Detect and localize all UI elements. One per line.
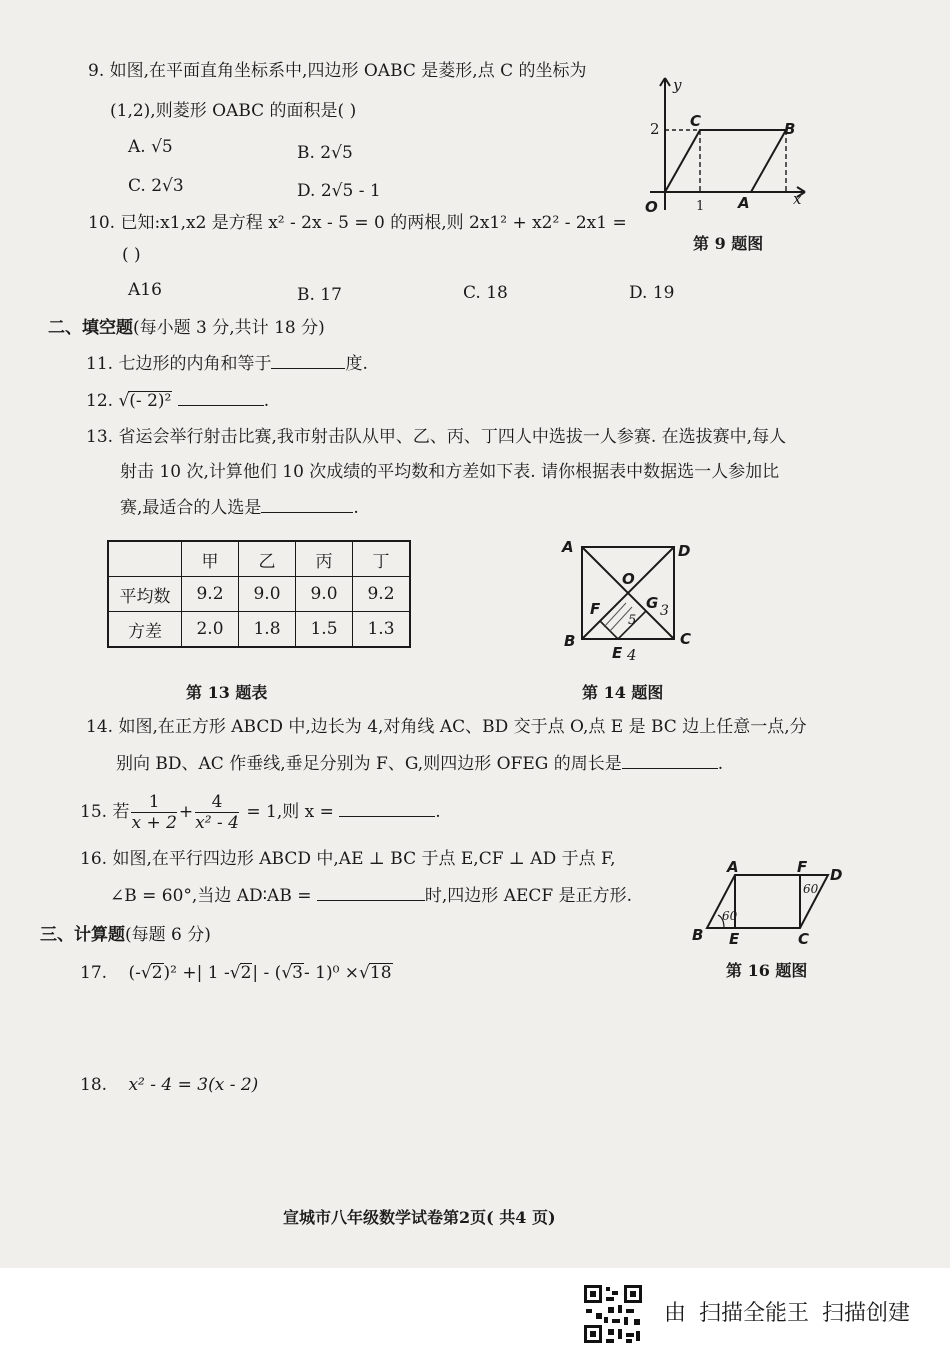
- section3-note: (每题 6 分): [125, 925, 211, 945]
- section2-heading: [48, 317, 325, 339]
- q13-score-table: [107, 540, 411, 648]
- q14-label-e: E: [612, 644, 623, 662]
- q14-line1: [86, 716, 807, 738]
- q11: [86, 352, 368, 375]
- q16-caption: 第 16 题图: [726, 961, 808, 980]
- q18-number: 18.: [80, 1075, 108, 1095]
- q18: [80, 1074, 258, 1096]
- q14-label-c: C: [680, 630, 692, 648]
- q9-label-o: O: [645, 198, 658, 216]
- section3-heading: [40, 924, 211, 946]
- q14-label-b: B: [564, 632, 576, 650]
- table-cell: 1.3: [353, 612, 411, 648]
- q9-label-c: C: [690, 112, 702, 130]
- q9-label-b: B: [784, 120, 796, 138]
- q13-text-1: 省运会举行射击比赛,我市射击队从甲、乙、丙、丁四人中选拔一人参赛. 在选拔赛中,每人: [118, 427, 787, 447]
- q12-number: 12.: [86, 391, 114, 411]
- q10-line1: [88, 212, 627, 234]
- q16-handwriting-60-left: 60: [722, 909, 738, 923]
- q12-answer-blank[interactable]: [178, 389, 264, 406]
- q11-text-after: 度.: [345, 354, 368, 374]
- q16-label-b: B: [692, 926, 704, 944]
- q9-option-a: A. √5: [128, 137, 173, 157]
- q14-label-d: D: [678, 542, 691, 560]
- scanner-watermark: [0, 1268, 950, 1345]
- q13-table-caption: 第 13 题表: [186, 683, 268, 702]
- q9-line1: [88, 60, 587, 82]
- q15-fraction-1: $\frac{1}{x + 2}$: [131, 792, 177, 833]
- page-footer: 宣城市八年级数学试卷第2页( 共4 页): [283, 1208, 556, 1227]
- q10-text: 已知:x1,x2 是方程 x² - 2x - 5 = 0 的两根,则 2x1² + x2² - 2x1 =: [120, 213, 627, 233]
- q16-line1: [80, 848, 616, 870]
- q14-handwriting-3: 3: [660, 603, 669, 619]
- q15-answer-blank[interactable]: [339, 800, 435, 817]
- q9-text-1: 如图,在平面直角坐标系中,四边形 OABC 是菱形,点 C 的坐标为: [109, 61, 587, 81]
- q14-label-o: O: [622, 570, 635, 588]
- q9-option-c: C. 2√3: [128, 176, 184, 196]
- q14-caption: 第 14 题图: [582, 683, 664, 702]
- q14-label-f: F: [590, 600, 601, 618]
- q15-prefix: 若: [112, 802, 130, 822]
- q10-option-d: D. 19: [629, 283, 675, 303]
- table-row: [108, 612, 410, 648]
- table-header-cell: [108, 541, 182, 577]
- q15-fraction-2: $\frac{4}{\text{x² - 4}}$: [195, 792, 239, 833]
- q13-number: 13.: [86, 427, 114, 447]
- q16-label-d: D: [830, 866, 843, 884]
- table-cell: 平均数: [108, 577, 182, 612]
- q10-option-b: B. 17: [297, 285, 342, 305]
- q16-label-f: F: [797, 858, 808, 876]
- q15-number: 15.: [80, 802, 108, 822]
- q10-number: 10.: [88, 213, 116, 233]
- table-cell: 9.0: [239, 577, 296, 612]
- q9-label-y: y: [673, 76, 682, 94]
- q14-label-a: A: [562, 538, 574, 556]
- q14-answer-blank[interactable]: [622, 752, 718, 769]
- qr-code-icon: [582, 1283, 644, 1345]
- q13-text-3: 赛,最适合的人选是: [120, 498, 262, 518]
- q17-number: 17.: [80, 963, 108, 983]
- q13-answer-blank[interactable]: [261, 496, 353, 513]
- q16-text-2: ∠B = 60°,当边 AD∶AB =: [110, 886, 312, 906]
- scanner-credit: 由 扫描全能王 扫描创建: [664, 1301, 911, 1326]
- q9-caption: 第 9 题图: [693, 234, 764, 253]
- table-header-cell: 甲: [182, 541, 239, 577]
- table-header-row: [108, 541, 410, 577]
- section2-title: 二、填空题: [48, 318, 133, 338]
- q16-label-a: A: [727, 858, 739, 876]
- q10-option-c: C. 18: [463, 283, 508, 303]
- q16-handwriting-60-right: 60: [803, 882, 819, 896]
- q11-text: 七边形的内角和等于: [118, 354, 272, 374]
- q14-line2: 别向 BD、AC 作垂线,垂足分别为 F、G,则四边形 OFEG 的周长是 .: [116, 754, 724, 774]
- scanner-app-name: 扫描全能王: [699, 1301, 810, 1326]
- q16-line2: [110, 884, 632, 907]
- q14-handwriting-4: 4: [627, 646, 637, 664]
- table-cell: 9.2: [182, 577, 239, 612]
- table-header-cell: 丁: [353, 541, 411, 577]
- table-cell: 方差: [108, 612, 182, 648]
- section3-title: 三、计算题: [40, 925, 125, 945]
- q9-label-a: A: [738, 194, 750, 212]
- table-cell: 2.0: [182, 612, 239, 648]
- q16-text-3: 时,四边形 AECF 是正方形.: [424, 886, 632, 906]
- q16-label-c: C: [798, 930, 810, 948]
- table-row: [108, 577, 410, 612]
- q11-answer-blank[interactable]: [271, 352, 345, 369]
- q9-rhombus: [665, 130, 786, 192]
- q14-text-2: 别向 BD、AC 作垂线,垂足分别为 F、G,则四边形 OFEG 的周长是: [116, 754, 622, 774]
- q10-option-a: A16: [128, 280, 162, 300]
- q14-handwriting-5: 5: [628, 613, 637, 628]
- table-header-cell: 乙: [239, 541, 296, 577]
- q9-option-b: B. 2√5: [297, 143, 353, 163]
- q16-parallelogram-figure: [700, 860, 843, 940]
- table-cell: 9.2: [353, 577, 411, 612]
- q9-label-1: 1: [696, 199, 705, 214]
- q17: 17. (-√2)² +| 1 -√2| - (√3- 1)⁰ ×√18: [80, 963, 392, 983]
- q15: 15. 若 $\frac{1}{x + 2}$ + $\frac{4}{\text{x² - 4}}$ = 1,则 x = .: [80, 792, 441, 833]
- q10-paren: ( ): [122, 245, 141, 265]
- table-cell: 1.8: [239, 612, 296, 648]
- q16-text-1: 如图,在平行四边形 ABCD 中,AE ⊥ BC 于点 E,CF ⊥ AD 于点 F,: [112, 849, 616, 869]
- q9-option-d: D. 2√5 - 1: [297, 181, 381, 201]
- q14-label-g: G: [646, 594, 659, 612]
- q18-expression: x² - 4 = 3(x - 2): [128, 1075, 259, 1095]
- q16-answer-blank[interactable]: [317, 884, 425, 901]
- q14-text-1: 如图,在正方形 ABCD 中,边长为 4,对角线 AC、BD 交于点 O,点 E 是 BC 边上任意一点,分: [118, 717, 807, 737]
- q9-label-2: 2: [650, 120, 660, 138]
- q11-number: 11.: [86, 354, 114, 374]
- q13-line3: 赛,最适合的人选是 .: [120, 498, 359, 518]
- q12-radical-sign: √: [118, 391, 130, 411]
- q15-rhs: = 1,则 x =: [246, 802, 334, 822]
- q13-line1: [86, 426, 786, 448]
- q14-number: 14.: [86, 717, 114, 737]
- q12: 12. √(- 2)² .: [86, 391, 270, 411]
- q9-line2: (1,2),则菱形 OABC 的面积是( ): [110, 101, 357, 121]
- table-cell: 1.5: [296, 612, 353, 648]
- section2-note: (每小题 3 分,共计 18 分): [133, 318, 325, 338]
- table-header-cell: 丙: [296, 541, 353, 577]
- q16-label-e: E: [729, 930, 740, 948]
- q13-line2: 射击 10 次,计算他们 10 次成绩的平均数和方差如下表. 请你根据表中数据选一人参加比: [120, 462, 780, 482]
- q16-number: 16.: [80, 849, 108, 869]
- q12-radicand: (- 2)²: [129, 391, 172, 411]
- table-cell: 9.0: [296, 577, 353, 612]
- q9-number: 9.: [88, 61, 105, 81]
- q9-label-x: x: [793, 190, 802, 208]
